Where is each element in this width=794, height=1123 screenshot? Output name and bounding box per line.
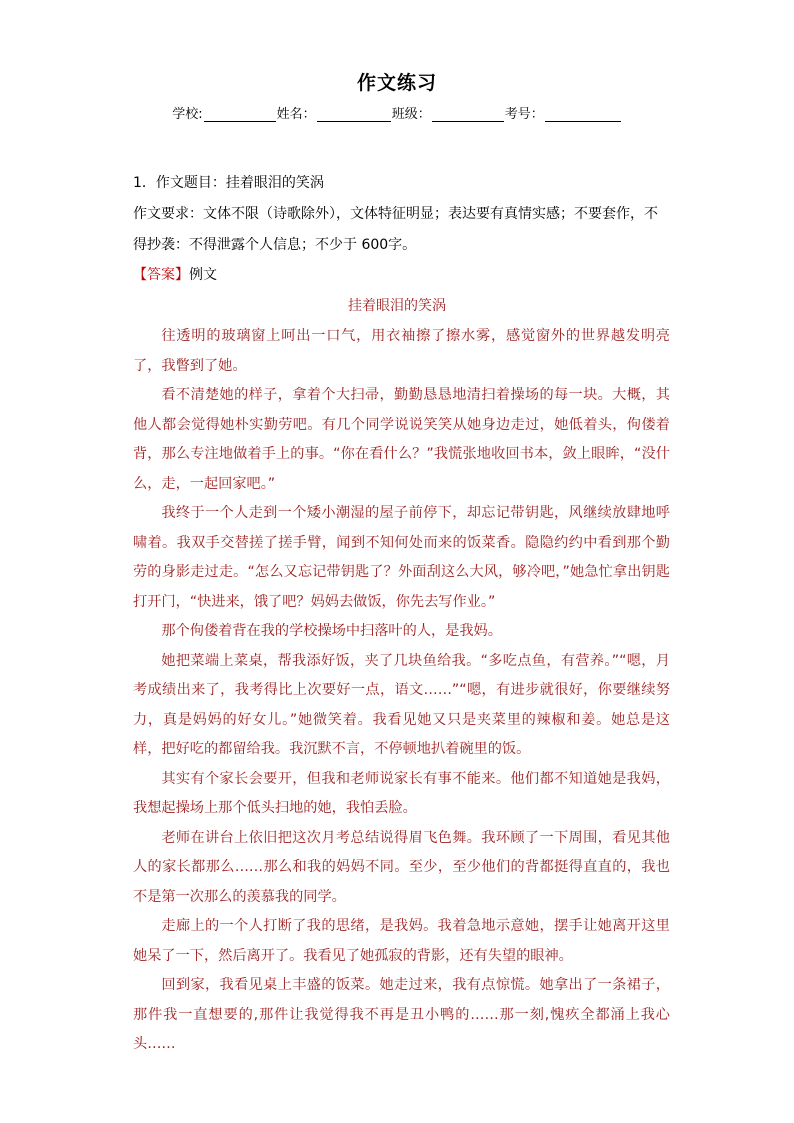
- name-label: 姓名：: [276, 107, 316, 122]
- essay-paragraph: 那个佝偻着背在我的学校操场中扫落叶的人，是我妈。: [161, 623, 502, 639]
- name-blank[interactable]: [317, 107, 391, 122]
- question-requirement-line-1: 作文要求：文体不限（诗歌除外），文体特征明显；表达要有真情实感；不要套作，不: [133, 206, 658, 222]
- essay-paragraph: 其实有个家长会要开，但我和老师说家长有事不能来。他们都不知道她是我妈，我想起操场上那个低头扫地的她，我怕丢脸。: [133, 770, 670, 816]
- essay-paragraph: 走廊上的一个人打断了我的思绪，是我妈。我着急地示意她，摆手让她离开这里她呆了一下，然后离开了。我看见了她孤寂的背影，还有失望的眼神。: [133, 918, 670, 964]
- essay-paragraph: 回到家，我看见桌上丰盛的饭菜。她走过来，我有点惊慌。她拿出了一条裙子，那件我一直想要的,那件让我觉得我不再是丑小鸭的……那一刻,愧疚全都涌上我心头……: [133, 977, 670, 1052]
- essay-body: [133, 322, 670, 1060]
- student-info-line: [0, 103, 794, 122]
- school-blank[interactable]: [204, 107, 276, 122]
- answer-heading: [133, 264, 217, 284]
- essay-paragraph: 她把菜端上菜桌，帮我添好饭，夹了几块鱼给我。“多吃点鱼，有营养。”“嗯，月考成绩出来了，我考得比上次要好一点，语文……”“嗯，有进步就很好，你要继续努力，真是妈妈的好女儿。”她微笑着。我看见她又只是夹菜里的辣椒和姜。她总是这样，把好吃的都留给我。我沉默不言，不停顿地扒着碗里的饭。: [133, 652, 670, 757]
- question-requirement-line-2: 得抄袭：不得泄露个人信息；不少于 600字。: [133, 237, 417, 253]
- answer-label: 例文: [189, 267, 217, 283]
- class-label: 班级：: [391, 107, 431, 122]
- school-label: 学校:: [172, 107, 203, 122]
- page-title: 作文练习: [356, 72, 437, 94]
- essay-title: 挂着眼泪的笑涡: [348, 298, 446, 314]
- essay-paragraph: 往透明的玻璃窗上呵出一口气，用衣袖擦了擦水雾，感觉窗外的世界越发明亮了，我瞥到了她。: [133, 328, 670, 374]
- answer-tag: 【答案】: [133, 267, 189, 283]
- essay-paragraph: 老师在讲台上依旧把这次月考总结说得眉飞色舞。我环顾了一下周围，看见其他人的家长都那么……那么和我的妈妈不同。至少，至少他们的背都挺得直直的，我也不是第一次那么的羡慕我的同学。: [133, 829, 670, 905]
- essay-paragraph: 看不清楚她的样子，拿着个大扫帚，勤勤恳恳地清扫着操场的每一块。大概，其他人都会觉得她朴实勤劳吧。有几个同学说说笑笑从她身边走过，她低着头，佝偻着背，那么专注地做着手上的事。“你在看什么？”我慌张地收回书本，敛上眼眸，“没什么，走，一起回家吧。”: [133, 387, 670, 492]
- essay-paragraph: 我终于一个人走到一个矮小潮湿的屋子前停下，却忘记带钥匙，风继续放肆地呼啸着。我双手交替搓了搓手臂，闻到不知何处而来的饭菜香。隐隐约约中看到那个勤劳的身影走过走。“怎么又忘记带钥匙了？外面刮这么大风，够冷吧，”她急忙拿出钥匙打开门，“快进来，饿了吧？妈妈去做饭，你先去写作业。”: [133, 505, 670, 610]
- id-label: 考号：: [504, 107, 544, 122]
- id-blank[interactable]: [545, 107, 621, 122]
- question-title: 1．作文题目：挂着眼泪的笑涡: [133, 175, 324, 191]
- class-blank[interactable]: [432, 107, 504, 122]
